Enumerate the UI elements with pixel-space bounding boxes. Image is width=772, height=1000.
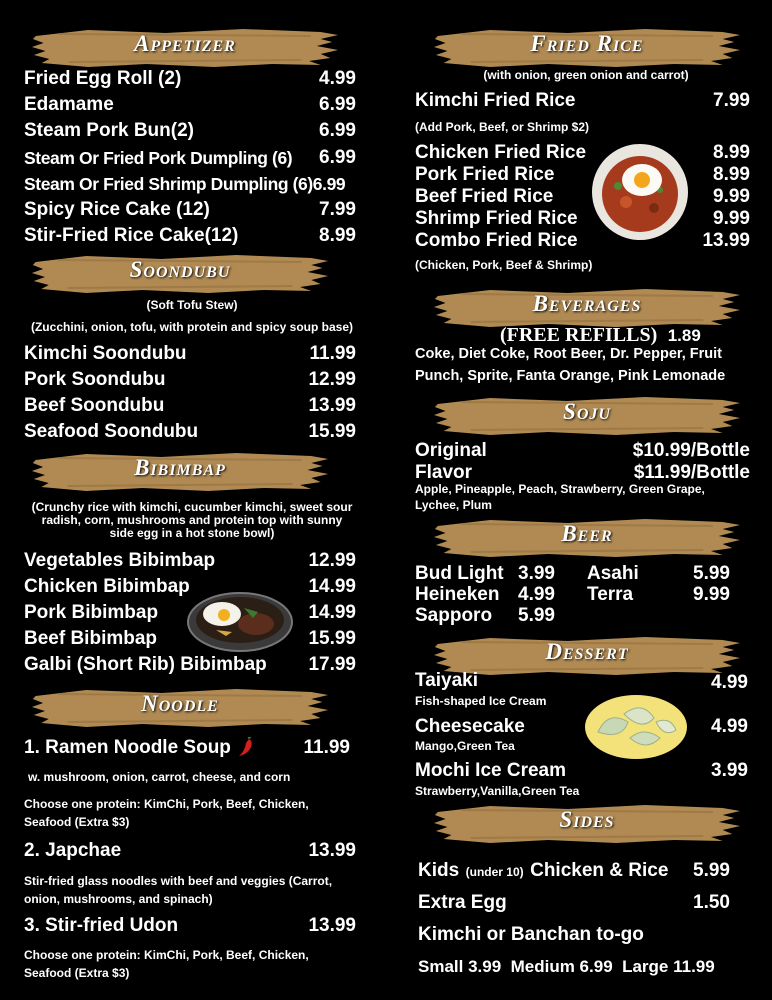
menu-item-name: Galbi (Short Rib) Bibimbap [24, 654, 267, 675]
section-title: Appetizer [134, 31, 236, 56]
menu-item-price: 11.99 [303, 737, 350, 758]
menu-item-name: Pork Bibimbap [24, 602, 159, 623]
appetizer-banner [30, 26, 340, 70]
menu-item-price: 5.99 [518, 605, 555, 626]
beverage-list: Coke, Diet Coke, Root Beer, Dr. Pepper, Fruit [415, 346, 722, 362]
menu-item-price: 15.99 [308, 421, 356, 442]
beer-banner [432, 516, 742, 560]
menu-item-price: 4.99 [319, 68, 356, 89]
soju-banner [432, 394, 742, 438]
refill-line [500, 324, 701, 347]
section-title: Noodle [141, 691, 219, 716]
menu-item-price: 5.99 [693, 563, 730, 584]
menu-item-price: 5.99 [693, 860, 730, 881]
menu-item-desc: Mango,Green Tea [415, 739, 515, 753]
section-title: Beverages [532, 291, 642, 316]
menu-item-price: 13.99 [308, 840, 356, 861]
soju-flavors: Apple, Pineapple, Peach, Strawberry, Green Grape, [415, 482, 705, 496]
menu-item-name: Beef Soondubu [24, 395, 165, 416]
spicy-pepper-icon [236, 737, 254, 762]
menu-item-price: 8.99 [713, 164, 750, 185]
menu-item-price: 9.99 [713, 186, 750, 207]
menu-item-name: Kimchi Soondubu [24, 343, 187, 364]
menu-item-name: Stir-Fried Rice Cake(12) [24, 225, 239, 246]
menu-item-price: 6.99 [319, 94, 356, 115]
menu-item-price: $11.99/Bottle [633, 462, 750, 483]
section-title: Beer [561, 521, 613, 546]
menu-item-price: 4.99 [711, 716, 748, 737]
section-title: Soju [563, 399, 611, 424]
menu-item-price: 4.99 [518, 584, 555, 605]
menu-item-name: Kimchi or Banchan to-go [418, 924, 644, 945]
menu-item-price: 3.99 [518, 563, 555, 584]
section-subtitle: (with onion, green onion and carrot) [483, 68, 689, 82]
menu-item-name: Vegetables Bibimbap [24, 550, 216, 571]
menu-item-price: $10.99/Bottle [632, 440, 750, 461]
menu-item-name: Cheesecake [415, 716, 525, 737]
menu-item-price: 17.99 [308, 654, 356, 675]
menu-item-name: Heineken [415, 584, 500, 605]
menu-item-desc: Fish-shaped Ice Cream [415, 694, 547, 708]
banchan-sizes: Small 3.99 Medium 6.99 Large 11.99 [418, 957, 715, 976]
menu-item-name: Pork Fried Rice [415, 164, 555, 185]
section-title: Sides [559, 807, 615, 832]
beverage-price: 1.89 [667, 326, 701, 345]
kids-line [418, 860, 668, 882]
menu-item-desc: Choose one protein: KimChi, Pork, Beef, Chicken, [24, 948, 309, 962]
menu-item-name: Bud Light [415, 563, 504, 584]
menu-item-name: Steam Or Fried Shrimp Dumpling (6)6.99 [24, 174, 346, 194]
menu-item-price: 3.99 [711, 760, 748, 781]
menu-item-desc: onion, mushrooms, and spinach) [24, 892, 213, 906]
kids-note: (under 10) [465, 865, 524, 879]
soondubu-banner [30, 252, 330, 296]
section-title: Fried Rice [530, 31, 644, 56]
menu-item-name: Steam Or Fried Pork Dumpling (6) [24, 148, 293, 168]
kids-item: Chicken & Rice [530, 860, 669, 881]
refill-label: (FREE REFILLS) [500, 324, 658, 346]
menu-item-name: Beef Fried Rice [415, 186, 554, 207]
menu-item-price: 1.50 [693, 892, 730, 913]
fried-rice-photo [590, 142, 690, 242]
sides-banner [432, 802, 742, 846]
menu-item-name: Pork Soondubu [24, 369, 166, 390]
menu-item-name: Beef Bibimbap [24, 628, 158, 649]
kids-label: Kids [418, 860, 460, 881]
menu-item-desc: Seafood (Extra $3) [24, 815, 130, 829]
section-title: Dessert [545, 639, 629, 664]
section-note: radish, corn, mushrooms and protein top with sunny [41, 513, 343, 527]
menu-item-price: 13.99 [702, 230, 750, 251]
menu-item-name: Shrimp Fried Rice [415, 208, 578, 229]
menu-item-name: Extra Egg [418, 892, 507, 913]
menu-item-name: Steam Pork Bun(2) [24, 120, 194, 141]
menu-item-name: Original [415, 440, 487, 461]
menu-item-name: 1. Ramen Noodle Soup [24, 737, 231, 758]
soju-flavors: Lychee, Plum [415, 498, 492, 512]
section-subtitle: (Soft Tofu Stew) [146, 298, 238, 312]
menu-item-price: 11.99 [309, 343, 356, 364]
menu-item-name: Chicken Fried Rice [415, 142, 587, 163]
menu-item-price: 12.99 [308, 369, 356, 390]
menu-item-name: Seafood Soondubu [24, 421, 199, 442]
menu-item-name: 3. Stir-fried Udon [24, 915, 179, 936]
menu-item-desc: (Chicken, Pork, Beef & Shrimp) [415, 258, 593, 272]
menu-item-name: Flavor [415, 462, 473, 483]
noodle-banner [30, 686, 330, 730]
menu-item-name: Chicken Bibimbap [24, 576, 190, 597]
mochi-photo [584, 694, 688, 760]
menu-item-price: 7.99 [319, 199, 356, 220]
menu-item-price: 6.99 [319, 120, 356, 141]
menu-item-name: Kimchi Fried Rice [415, 90, 576, 111]
menu-item-name: 2. Japchae [24, 840, 122, 861]
menu-item-price: 4.99 [711, 672, 748, 693]
menu-item-name: Fried Egg Roll (2) [24, 68, 182, 89]
fried-rice-banner [432, 26, 742, 70]
menu-item-price: 6.99 [319, 147, 356, 168]
beverage-list: Punch, Sprite, Fanta Orange, Pink Lemonade [415, 368, 726, 384]
section-title: Soondubu [129, 257, 231, 282]
menu-item-desc: w. mushroom, onion, carrot, cheese, and corn [28, 770, 291, 784]
menu-item-name: Sapporo [415, 605, 493, 626]
bibimbap-banner [30, 450, 330, 494]
menu-item-price: 12.99 [308, 550, 356, 571]
menu-item-name: Mochi Ice Cream [415, 760, 566, 781]
menu-item-price: 13.99 [308, 395, 356, 416]
menu-item-price: 7.99 [713, 90, 750, 111]
menu-item-price: 8.99 [319, 225, 356, 246]
menu-item-desc: Stir-fried glass noodles with beef and veggies (Carrot, [24, 874, 333, 888]
bibimbap-photo [186, 588, 294, 652]
menu-item-desc: Choose one protein: KimChi, Pork, Beef, Chicken, [24, 797, 309, 811]
section-note: side egg in a hot stone bowl) [109, 526, 275, 540]
menu-item-price: 9.99 [693, 584, 730, 605]
section-note: (Crunchy rice with kimchi, cucumber kimchi, sweet sour [31, 500, 353, 514]
menu-item-name: Terra [587, 584, 634, 605]
menu-item-name: Edamame [24, 94, 114, 115]
menu-item-name: Asahi [587, 563, 639, 584]
menu-item-price: 9.99 [713, 208, 750, 229]
section-note: (Zucchini, onion, tofu, with protein and spicy soup base) [30, 320, 353, 334]
menu-item-name: Spicy Rice Cake (12) [24, 199, 210, 220]
menu-item-name: Combo Fried Rice [415, 230, 578, 251]
menu-item-desc: Seafood (Extra $3) [24, 966, 130, 980]
menu-item-price: 14.99 [308, 576, 356, 597]
menu-item-price: 14.99 [308, 602, 356, 623]
menu-item-price: 8.99 [713, 142, 750, 163]
menu-item-desc: (Add Pork, Beef, or Shrimp $2) [415, 120, 590, 134]
section-title: Bibimbap [134, 455, 226, 480]
menu-item-name: Taiyaki [415, 670, 479, 691]
menu-item-desc: Strawberry,Vanilla,Green Tea [415, 784, 580, 798]
menu-item-price: 13.99 [308, 915, 356, 936]
menu-item-price: 15.99 [308, 628, 356, 649]
